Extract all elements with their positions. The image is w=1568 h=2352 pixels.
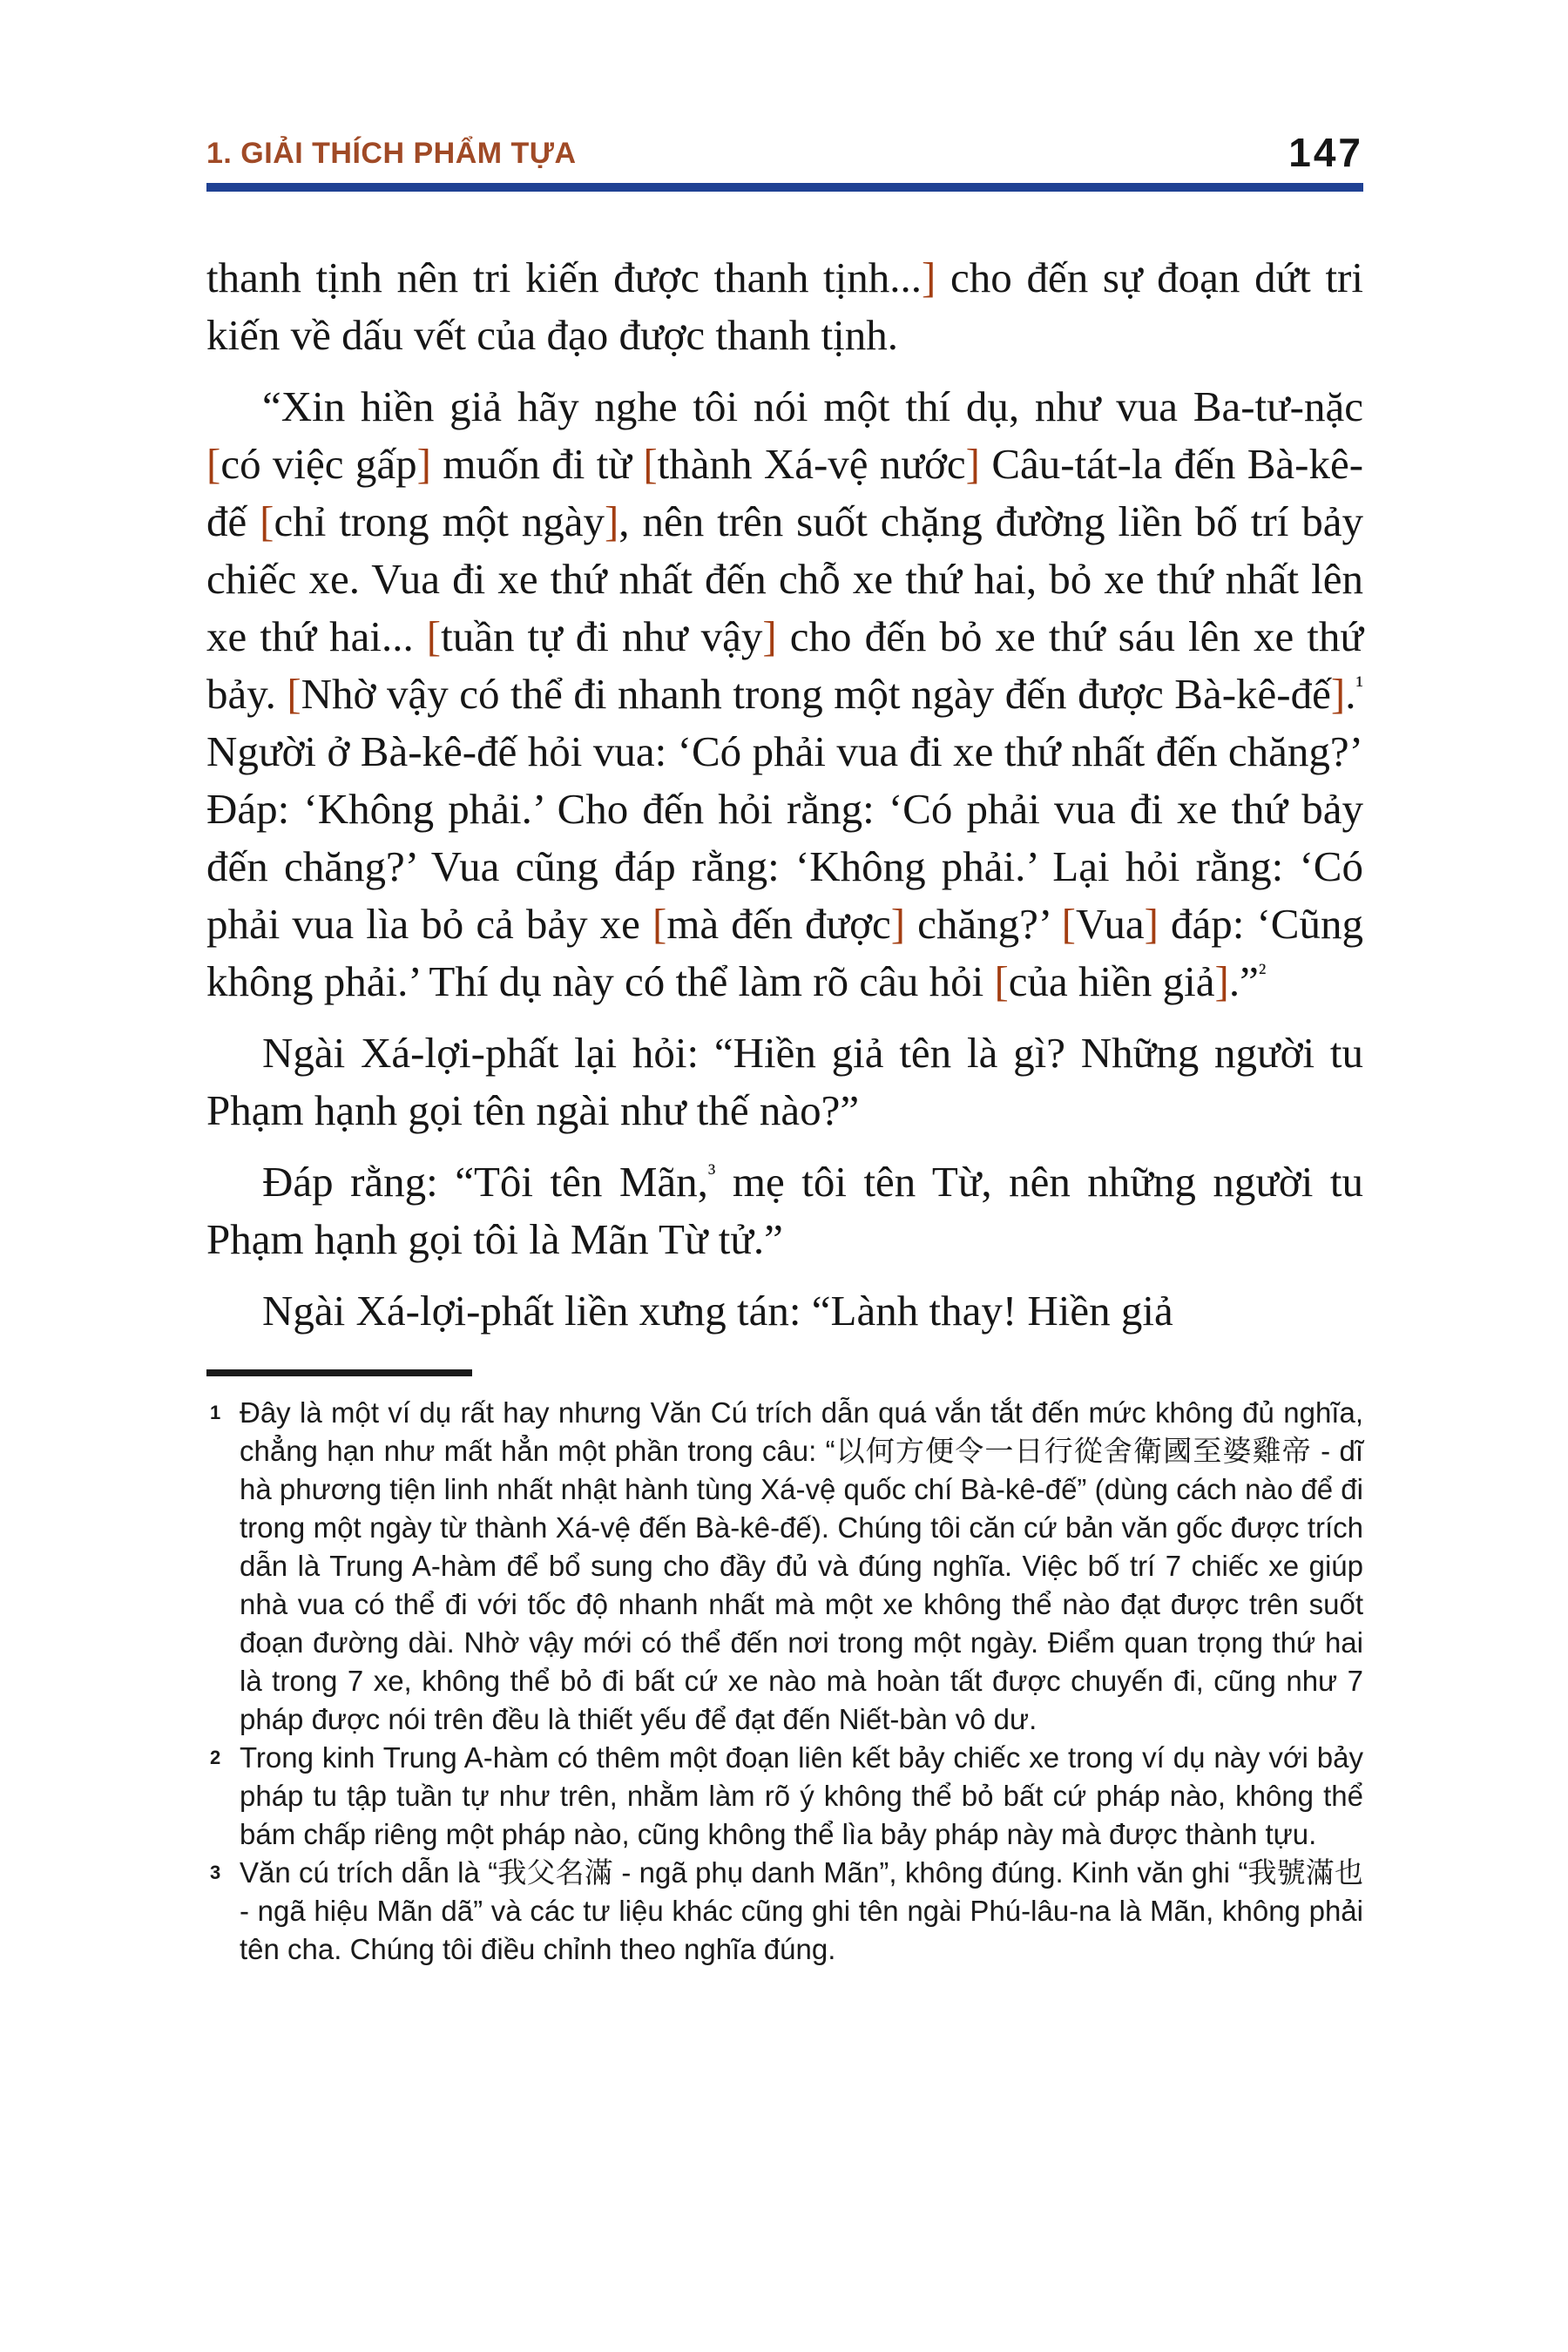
page-number: 147 [1288, 130, 1363, 175]
footnote-1 [206, 1394, 1363, 1739]
header-rule [206, 183, 1363, 192]
footnote-1-marker: 1 [210, 1402, 221, 1423]
page-content [206, 132, 1363, 1969]
body-paragraph-praise: Ngài Xá-lợi-phất liền xưng tán: “Lành thay! Hiền giả [262, 1287, 1173, 1335]
footnote-3-marker: 3 [210, 1862, 221, 1883]
footnote-2-marker: 2 [210, 1747, 221, 1768]
body-text [206, 249, 1363, 1340]
running-header-title: 1. GIẢI THÍCH PHẨM TỰA [206, 137, 577, 170]
footnotes-section [206, 1394, 1363, 1969]
footnote-2 [206, 1739, 1363, 1854]
footnote-separator [206, 1369, 472, 1376]
footnote-3-text: Văn cú trích dẫn là “我父名滿 - ngã phụ danh Mãn”, không đúng. Kinh văn ghi “我號滿也 - ngã hiệu Mãn dã” và các tư liệu khác cũng ghi tên ngài Phú-lâu-na là Mãn, không phải tên cha. Chúng tôi điều chỉnh theo nghĩa đúng. [240, 1856, 1363, 1965]
footnote-3 [206, 1854, 1363, 1969]
footnote-1-text: Đây là một ví dụ rất hay nhưng Văn Cú trích dẫn quá vắn tắt đến mức không đủ nghĩa, chẳng hạn như mất hẳn một phần trong câu: “以何方便令一日行從舍衛國至婆雞帝 - dĩ hà phương tiện linh nhất nhật hành tùng Xá-vệ quốc chí Bà-kê-đế” (dùng cách nào để đi trong một ngày từ thành Xá-vệ đến Bà-kê-đế). Chúng tôi căn cứ bản văn gốc được trích dẫn là Trung A-hàm để bổ sung cho đầy đủ và đúng nghĩa. Việc bố trí 7 chiếc xe giúp nhà vua có thể đi với tốc độ nhanh nhất mà một xe không thể nào đạt được trên suốt đoạn đường dài. Nhờ vậy mới có thể đến nơi trong một ngày. Điểm quan trọng thứ hai là trong 7 xe, không thể bỏ đi bất cứ xe nào mà hoàn tất được chuyến đi, cũng như 7 pháp được nói trên đều là thiết yếu để đạt đến Niết-bàn vô dư. [240, 1396, 1363, 1735]
body-paragraph-answer: Đáp rằng: “Tôi tên Mãn,$^{^3}$ mẹ tôi tên Từ, nên những người tu Phạm hạnh gọi tôi là Mãn Từ tử.” [206, 1158, 1364, 1263]
page-header [206, 130, 1363, 175]
footnote-2-text: Trong kinh Trung A-hàm có thêm một đoạn liên kết bảy chiếc xe trong ví dụ này với bảy pháp tu tập tuần tự như trên, nhằm làm rõ ý không thể bỏ bất cứ pháp nào, không thể bám chấp riêng một pháp nào, cũng không thể lìa bảy pháp này mà được thành tựu. [240, 1741, 1363, 1850]
body-paragraph-continuation: thanh tịnh nên tri kiến được thanh tịnh...] cho đến sự đoạn dứt tri kiến về dấu vết của đạo được thanh tịnh. [206, 253, 1363, 359]
body-paragraph-simile: “Xin hiền giả hãy nghe tôi nói một thí dụ, như vua Ba-tư-nặc [có việc gấp] muốn đi từ [thành Xá-vệ nước] Câu-tát-la đến Bà-kê-đế [chỉ trong một ngày], nên trên suốt chặng đường liền bố trí bảy chiếc xe. Vua đi xe thứ nhất đến chỗ xe thứ hai, bỏ xe thứ nhất lên xe thứ hai... [tuần tự đi như vậy] cho đến bỏ xe thứ sáu lên xe thứ bảy. [Nhờ vậy có thể đi nhanh trong một ngày đến được Bà-kê-đế].$^{^1}$ Người ở Bà-kê-đế hỏi vua: ‘Có phải vua đi xe thứ nhất đến chăng?’ Đáp: ‘Không phải.’ Cho đến hỏi rằng: ‘Có phải vua đi xe thứ bảy đến chăng?’ Vua cũng đáp rằng: ‘Không phải.’ Lại hỏi rằng: ‘Có phải vua lìa bỏ cả bảy xe [mà đến được] chăng?’ [Vua] đáp: ‘Cũng không phải.’ Thí dụ này có thể làm rõ câu hỏi [của hiền giả].”$^{^2}$ [206, 382, 1364, 1005]
body-paragraph-question: Ngài Xá-lợi-phất lại hỏi: “Hiền giả tên là gì? Những người tu Phạm hạnh gọi tên ngài như thế nào?” [206, 1029, 1363, 1134]
